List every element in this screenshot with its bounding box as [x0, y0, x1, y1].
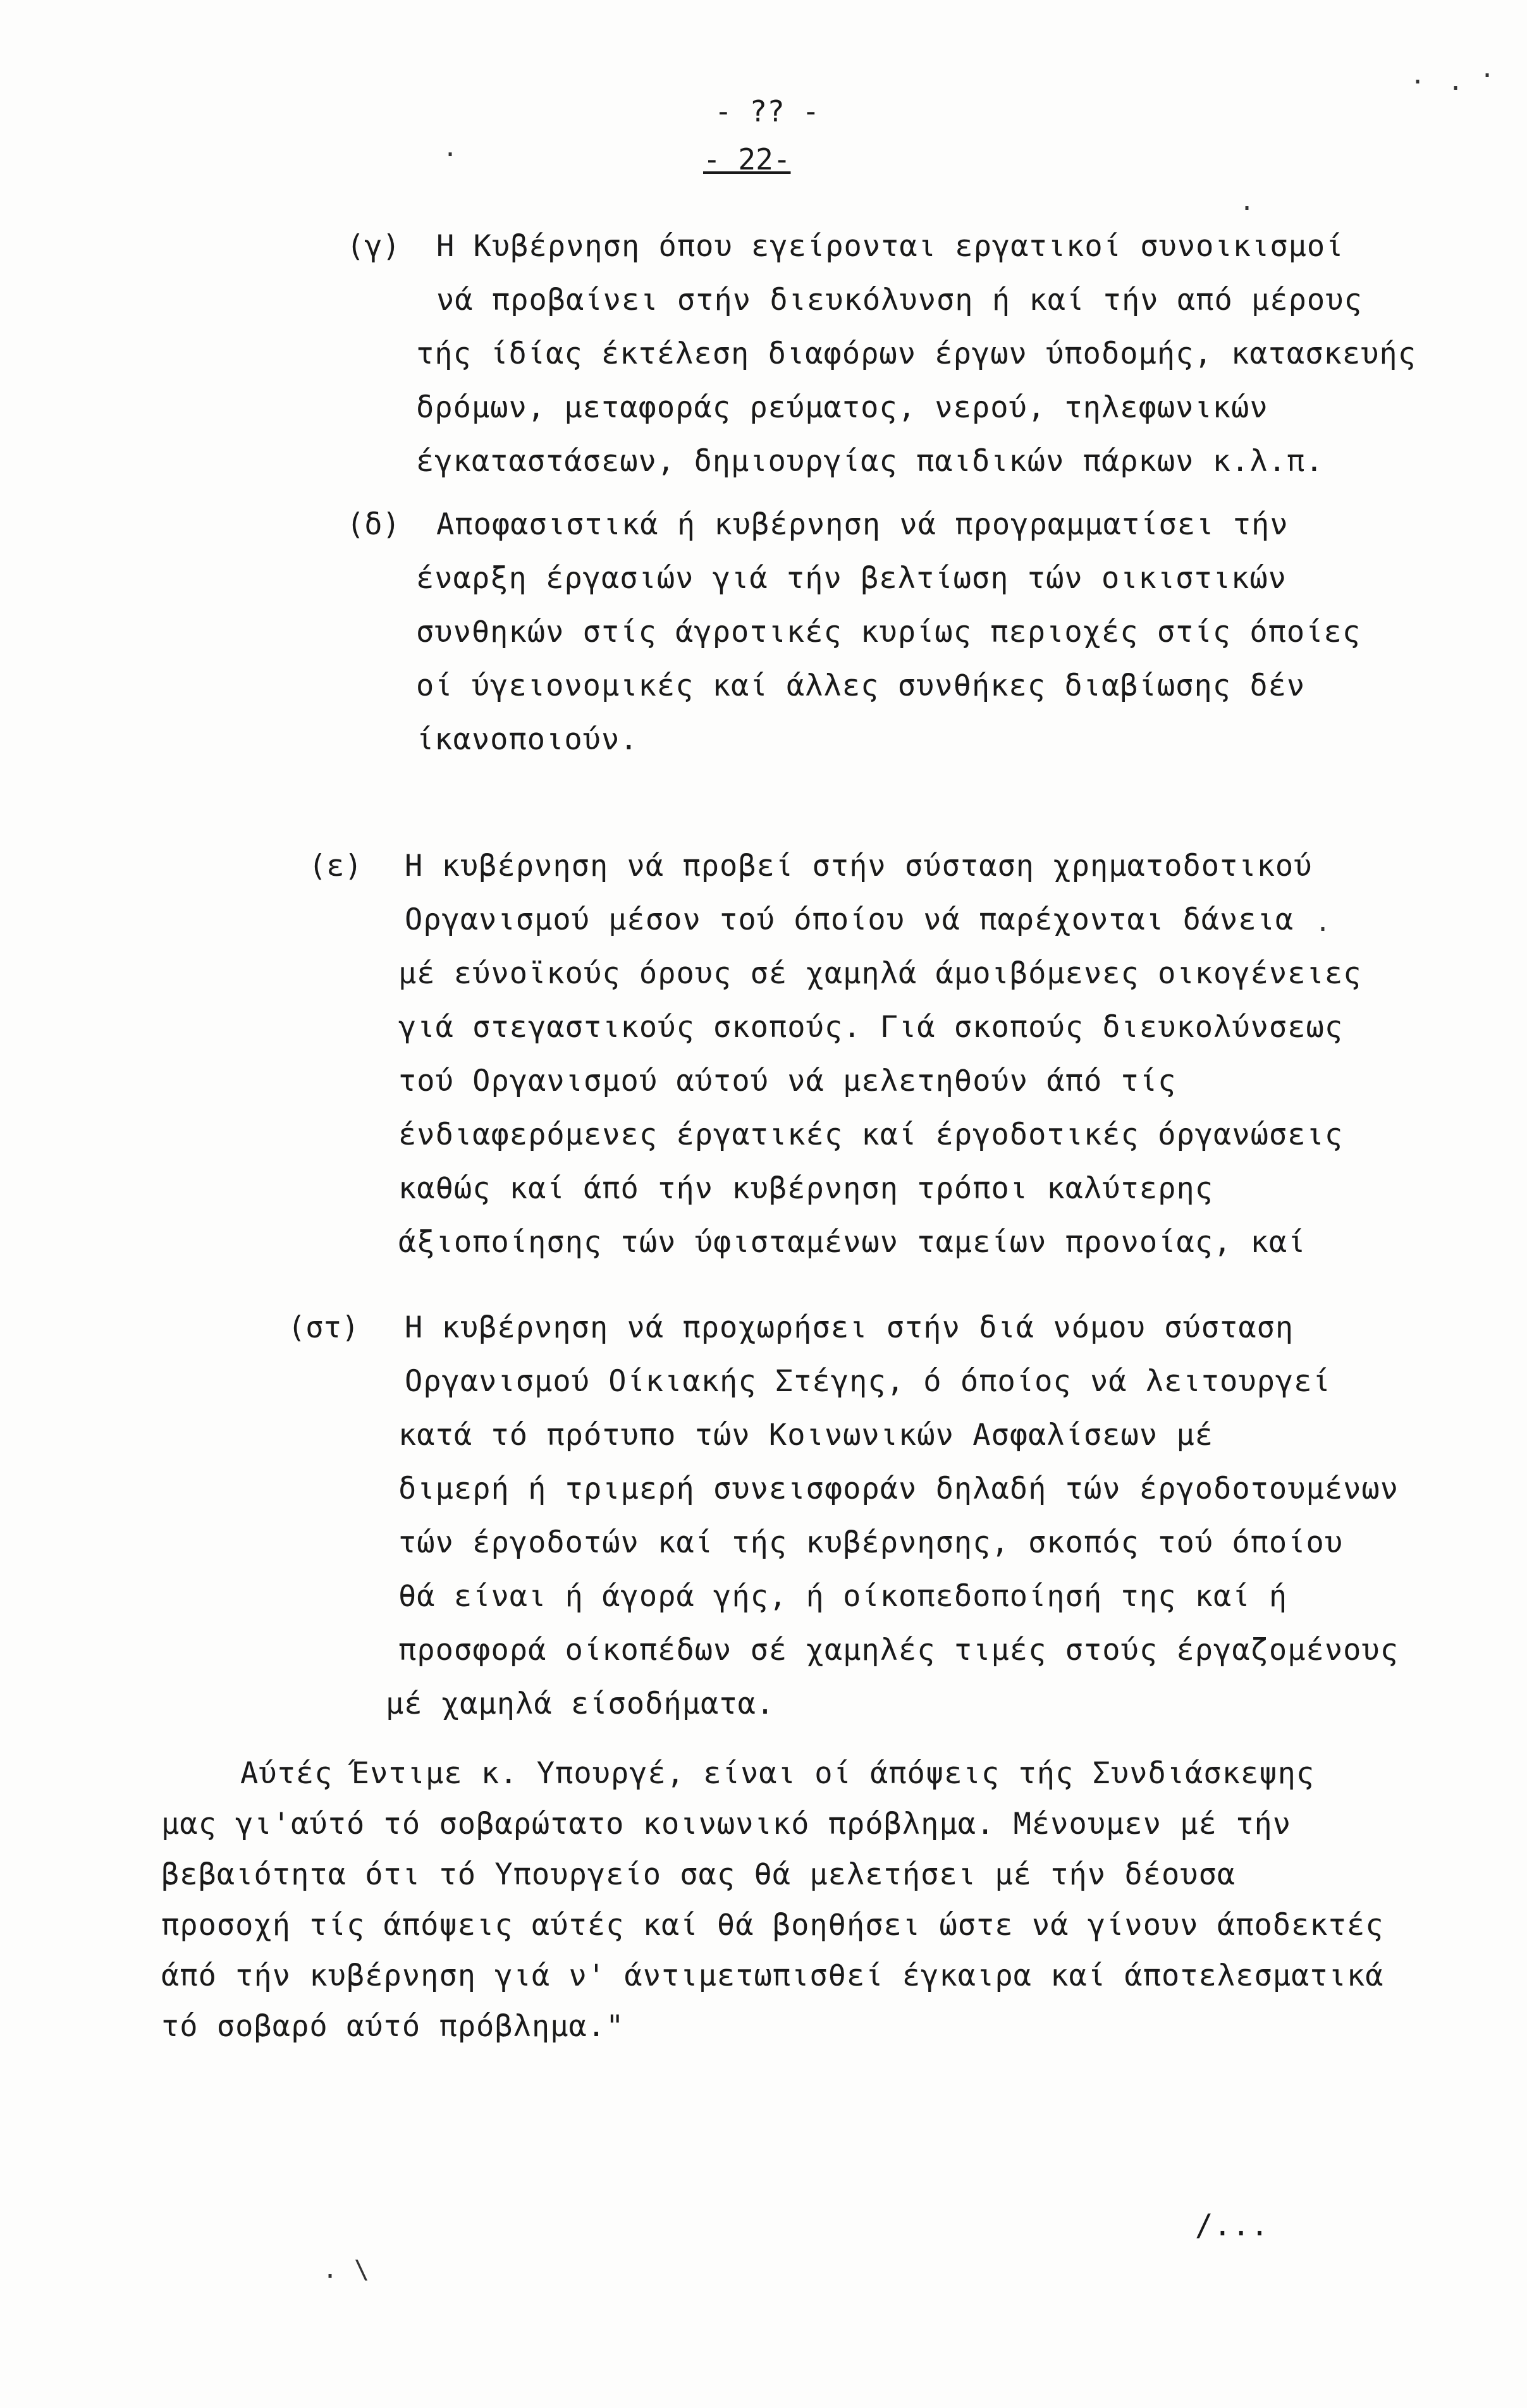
- scan-speck: ·: [443, 140, 458, 169]
- list-item-st-line-5: τών έργοδοτών καί τής κυβέρνησης, σκοπός τού όποίου: [398, 1525, 1344, 1560]
- scan-speck: ·: [1448, 74, 1464, 103]
- continuation-mark: /...: [1195, 2208, 1270, 2243]
- list-item-st-line-1: Η κυβέρνηση νά προχωρήσει στήν διά νόμου σύσταση: [405, 1310, 1294, 1345]
- list-item-e-line-3: μέ εύνοϊκούς όρους σέ χαμηλά άμοιβόμενες οικογένειες: [398, 956, 1362, 991]
- list-item-st-line-3: κατά τό πρότυπο τών Κοινωνικών Ασφαλίσεων μέ: [398, 1418, 1214, 1453]
- scan-speck: ·: [1410, 68, 1426, 97]
- list-label-d: (δ): [346, 507, 400, 542]
- list-item-st-line-7: προσφορά οίκοπέδων σέ χαμηλές τιμές στούς έργαζομένους: [398, 1633, 1399, 1668]
- closing-line-3: βεβαιότητα ότι τό Υπουργείο σας θά μελετήσει μέ τήν δέουσα: [161, 1857, 1236, 1892]
- list-label-g: (γ): [346, 229, 400, 264]
- scan-speck: ·: [1480, 61, 1495, 90]
- list-item-e-line-8: άξιοποίησης τών ύφισταμένων ταμείων προνοίας, καί: [398, 1225, 1306, 1260]
- list-item-d-line-5: ίκανοποιούν.: [416, 722, 639, 757]
- list-item-d-line-2: έναρξη έργασιών γιά τήν βελτίωση τών οικιστικών: [416, 561, 1287, 596]
- list-item-g-line-2: νά προβαίνει στήν διευκόλυνση ή καί τήν από μέρους: [436, 283, 1363, 317]
- list-label-st: (στ): [288, 1310, 360, 1345]
- header-mark: - ?? -: [714, 94, 820, 128]
- list-item-st-line-4: διμερή ή τριμερή συνεισφοράν δηλαδή τών έργοδοτουμένων: [398, 1471, 1399, 1506]
- list-item-d-line-3: συνθηκών στίς άγροτικές κυρίως περιοχές στίς όποίες: [416, 615, 1361, 649]
- list-item-d-line-1: Αποφασιστικά ή κυβέρνηση νά προγραμματίσει τήν: [436, 507, 1289, 542]
- list-item-g-line-5: έγκαταστάσεων, δημιουργίας παιδικών πάρκων κ.λ.π.: [416, 444, 1324, 479]
- closing-line-6: τό σοβαρό αύτό πρόβλημα.": [161, 2009, 625, 2044]
- list-item-st-line-8: μέ χαμηλά είσοδήματα.: [386, 1686, 775, 1721]
- list-item-st-line-2: Οργανισμού Οίκιακής Στέγης, ό όποίος νά λειτουργεί: [405, 1364, 1331, 1399]
- closing-line-5: άπό τήν κυβέρνηση γιά ν' άντιμετωπισθεί έγκαιρα καί άποτελεσματικά: [161, 1958, 1384, 1993]
- page-number: - 22-: [703, 142, 791, 176]
- closing-line-2: μας γι'αύτό τό σοβαρώτατο κοινωνικό πρόβλημα. Μένουμεν μέ τήν: [161, 1807, 1292, 1841]
- closing-line-4: προσοχή τίς άπόψεις αύτές καί θά βοηθήσει ώστε νά γίνουν άποδεκτές: [161, 1908, 1384, 1943]
- list-item-g-line-1: Η Κυβέρνηση όπου εγείρονται εργατικοί συνοικισμοί: [436, 229, 1344, 264]
- scan-speck: ·: [322, 2262, 338, 2291]
- list-item-d-line-4: οί ύγειονομικές καί άλλες συνθήκες διαβίωσης δέν: [416, 668, 1306, 703]
- scan-speck: ·: [1315, 915, 1331, 944]
- list-item-e-line-2: Οργανισμού μέσον τού όποίου νά παρέχονται δάνεια: [405, 902, 1294, 937]
- list-item-e-line-5: τού Οργανισμού αύτού νά μελετηθούν άπό τίς: [398, 1064, 1177, 1098]
- closing-line-1: Αύτές Έντιμε κ. Υπουργέ, είναι οί άπόψεις τής Συνδιάσκεψης: [240, 1756, 1315, 1791]
- list-item-e-line-6: ένδιαφερόμενες έργατικές καί έργοδοτικές όργανώσεις: [398, 1117, 1344, 1152]
- list-label-e: (ε): [309, 849, 362, 883]
- list-item-e-line-1: Η κυβέρνηση νά προβεί στήν σύσταση χρηματοδοτικού: [405, 849, 1313, 883]
- list-item-g-line-4: δρόμων, μεταφοράς ρεύματος, νερού, τηλεφωνικών: [416, 390, 1268, 425]
- scan-speck: \: [354, 2256, 370, 2285]
- scan-speck: ·: [1239, 194, 1255, 223]
- list-item-g-line-3: τής ίδίας έκτέλεση διαφόρων έργων ύποδομής, κατασκευής: [416, 336, 1417, 371]
- list-item-e-line-4: γιά στεγαστικούς σκοπούς. Γιά σκοπούς διευκολύνσεως: [398, 1010, 1344, 1045]
- list-item-e-line-7: καθώς καί άπό τήν κυβέρνηση τρόποι καλύτερης: [398, 1171, 1214, 1206]
- list-item-st-line-6: θά είναι ή άγορά γής, ή οίκοπεδοποίησή της καί ή: [398, 1579, 1288, 1614]
